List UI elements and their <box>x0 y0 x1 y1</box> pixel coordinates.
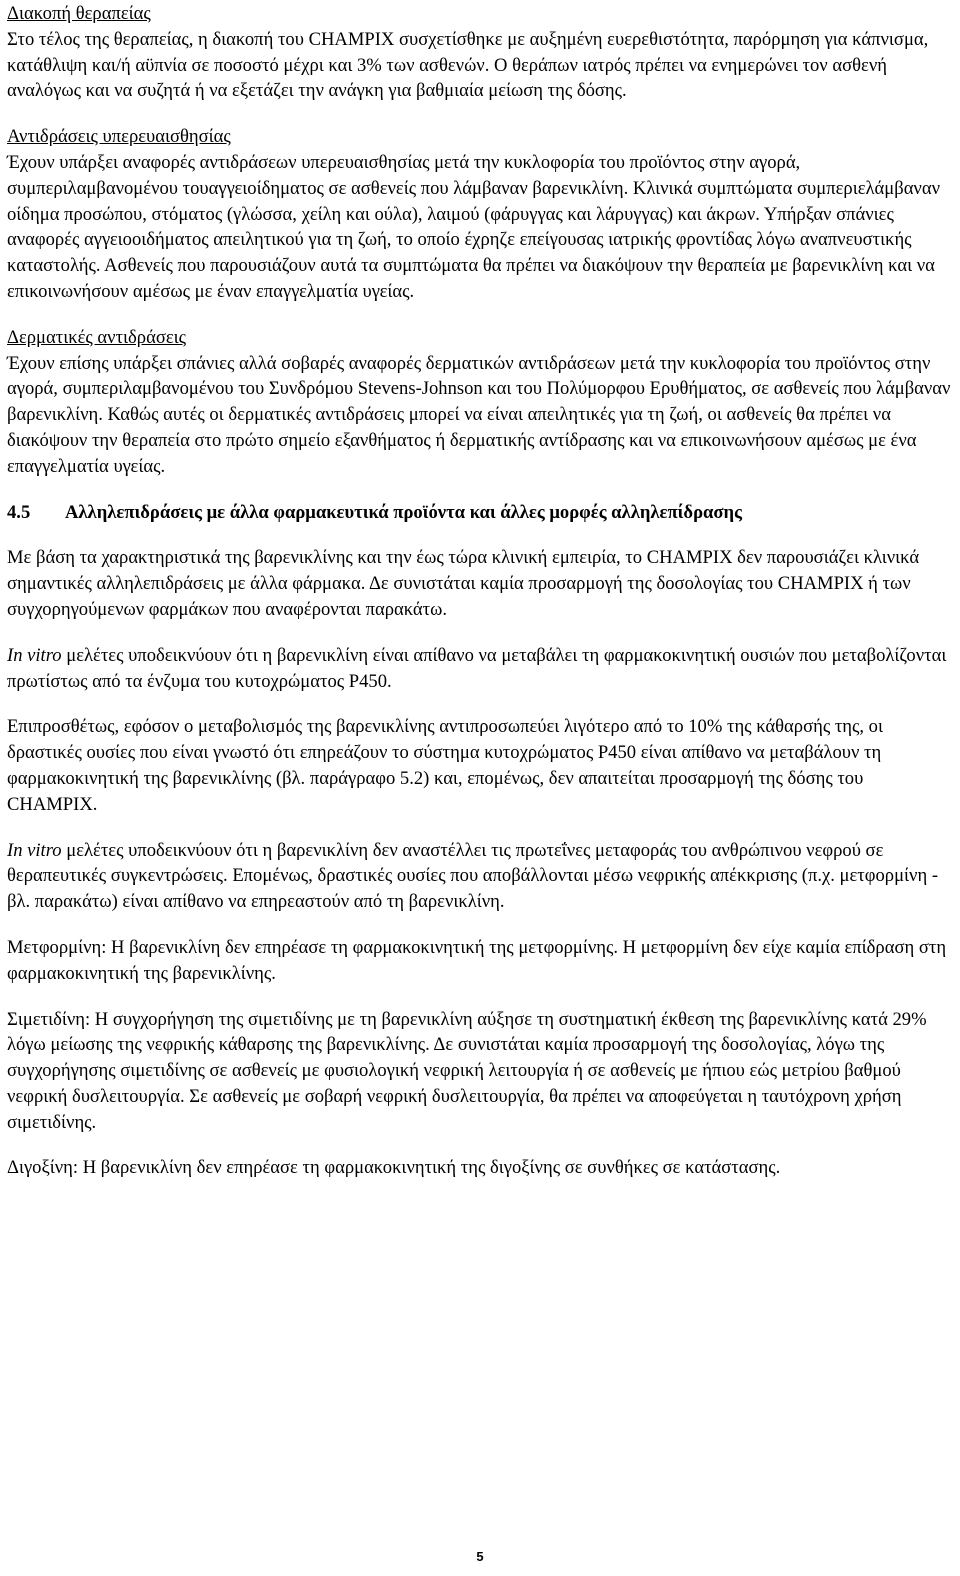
in-vitro-paragraph-1 <box>7 643 955 695</box>
discontinuation-heading: Διακοπή θεραπείας <box>7 3 151 24</box>
skin-reactions-block <box>7 325 955 480</box>
in-vitro-paragraph-2 <box>7 838 955 915</box>
in-vitro-text-2: μελέτες υποδεικνύουν ότι η βαρενικλίνη δεν αναστέλλει τις πρωτεΐνες μεταφοράς του ανθρώπινου νεφρού σε θεραπευτικές συγκεντρώσεις. Επομένως, δραστικές ουσίες που αποβάλλονται μέσω νεφρικής απέκκρισης (π.χ. μετφορμίνη - βλ. παρακάτω) είναι απίθανο να επηρεαστούν από τη βαρενικλίνη. <box>7 839 939 913</box>
skin-reactions-heading: Δερματικές αντιδράσεις <box>7 326 187 348</box>
cimetidine-paragraph: Σιμετιδίνη: Η συγχορήγηση της σιμετιδίνης με τη βαρενικλίνη αύξησε τη συστηματική έκθεση της βαρενικλίνης κατά 29% λόγω μείωσης της νεφρικής κάθαρσης της βαρενικλίνης. Δε συνιστάται καμία προσαρμογή της δοσολογίας, λόγω της συγχορήγησης σιμετιδίνης σε ασθενείς με φυσιολογική νεφρική λειτουργία ή σε ασθενείς με ήπιου εώς μετρίου βαθμού νεφρική δυσλειτουργία. Σε ασθενείς με σοβαρή νεφρική δυσλειτουργία, θα πρέπει να αποφεύγεται η ταυτόχρονη χρήση σιμετιδίνης. <box>7 1008 927 1133</box>
discontinuation-text: Στο τέλος της θεραπείας, η διακοπή του CHAMPIX συσχετίσθηκε με αυξημένη ευερεθιστότητα, παρόρμηση για κάπνισμα, κατάθλιψη και/ή αϋπνία σε ποσοστό μέχρι και 3% των ασθενών. Ο θεράπων ιατρός πρέπει να ενημερώνει τον ασθενή αναλόγως και να συζητά ή να εξετάζει την ανάγκη για βαθμιαία μείωση της δόσης. <box>7 28 929 102</box>
hypersensitivity-text: Έχουν υπάρξει αναφορές αντιδράσεων υπερευαισθησίας μετά την κυκλοφορία του προϊόντος στην αγορά, συμπεριλαμβανομένου τουαγγειοίδηματος σε ασθενείς που λάμβαναν βαρενικλίνη. Κλινικά συμπτώματα συμπεριελάμβαναν οίδημα προσώπου, στόματος (γλώσσα, χείλη και ούλα), λαιμού (φάρυγγας και λάρυγγας) και άκρων. Υπήρξαν σπάνιες αναφορές αγγειοοιδήματος απειλητικού για τη ζωή, το οποίο έχρηζε επείγουσας ιατρικής φροντίδας λόγω αναπνευστικής καταστολής. Ασθενείς που παρουσιάζουν αυτά τα συμπτώματα θα πρέπει να διακόψουν την θεραπεία με βαρενικλίνη και να επικοινωνήσουν αμέσως με έναν επαγγελματία υγείας. <box>7 151 940 302</box>
digoxin-paragraph: Διγοξίνη: Η βαρενικλίνη δεν επηρέασε τη φαρμακοκινητική της διγοξίνης σε συνθήκες σε κατάστασης. <box>7 1157 781 1179</box>
hypersensitivity-heading: Αντιδράσεις υπερευαισθησίας <box>7 126 231 148</box>
skin-reactions-text: Έχουν επίσης υπάρξει σπάνιες αλλά σοβαρές αναφορές δερματικών αντιδράσεων μετά την κυκλοφορία του προϊόντος στην αγορά, συμπεριλαμβανομένου του Συνδρόμου Stevens-Johnson και του Πολύμορφου Ερυθήματος, σε ασθενείς που λάμβαναν βαρενικλίνη. Καθώς αυτές οι δερματικές αντιδράσεις μπορεί να είναι απειλητικές για τη ζωή, οι ασθενείς θα πρέπει να διακόψουν την θεραπεία στο πρώτο σημείο εξανθήματος ή δερματικής αντίδρασης και να επικοινωνήσουν αμέσως με ένα επαγγελματία υγείας. <box>7 352 951 477</box>
document-page <box>7 1 955 1201</box>
interactions-intro: Με βάση τα χαρακτηριστικά της βαρενικλίνης και την έως τώρα κλινική εμπειρία, το CHAMPIX δεν παρουσιάζει κλινικά σημαντικές αλληλεπιδράσεις με άλλα φάρμακα. Δε συνιστάται καμία προσαρμογή της δοσολογίας του CHAMPIX ή των συγχορηγούμενων φαρμάκων που αναφέρονται παρακάτω. <box>7 547 920 620</box>
in-vitro-italic-1: In vitro <box>7 644 62 666</box>
metabolism-paragraph: Επιπροσθέτως, εφόσον ο μεταβολισμός της βαρενικλίνης αντιπροσωπεύει λιγότερο από το 10% της κάθαρσής της, οι δραστικές ουσίες που είναι γνωστό ότι επηρεάζουν το σύστημα κυτοχρώματος P450 είναι απίθανο να μεταβάλουν τη φαρμακοκινητική της βαρενικλίνης (βλ. παράγραφο 5.2) και, επομένως, δεν απαιτείται προσαρμογή της δόσης του CHAMPIX. <box>7 716 883 815</box>
discontinuation-block <box>7 1 955 104</box>
section-title: Αλληλεπιδράσεις με άλλα φαρμακευτικά προϊόντα και άλλες μορφές αλληλεπίδρασης <box>65 501 742 523</box>
section-number: 4.5 <box>7 501 31 523</box>
metformin-paragraph: Μετφορμίνη: Η βαρενικλίνη δεν επηρέασε τη φαρμακοκινητική της μετφορμίνης. Η μετφορμίνη δεν είχε καμία επίδραση στη φαρμακοκινητική της βαρενικλίνης. <box>7 936 947 984</box>
in-vitro-italic-2: In vitro <box>7 839 62 861</box>
page-number: 5 <box>476 1549 484 1564</box>
section-heading <box>7 500 955 526</box>
hypersensitivity-block <box>7 124 955 305</box>
in-vitro-text-1: μελέτες υποδεικνύουν ότι η βαρενικλίνη είναι απίθανο να μεταβάλει τη φαρμακοκινητική ουσιών που μεταβολίζονται πρωτίστως από τα ένζυμα του κυτοχρώματος P450. <box>7 644 947 692</box>
